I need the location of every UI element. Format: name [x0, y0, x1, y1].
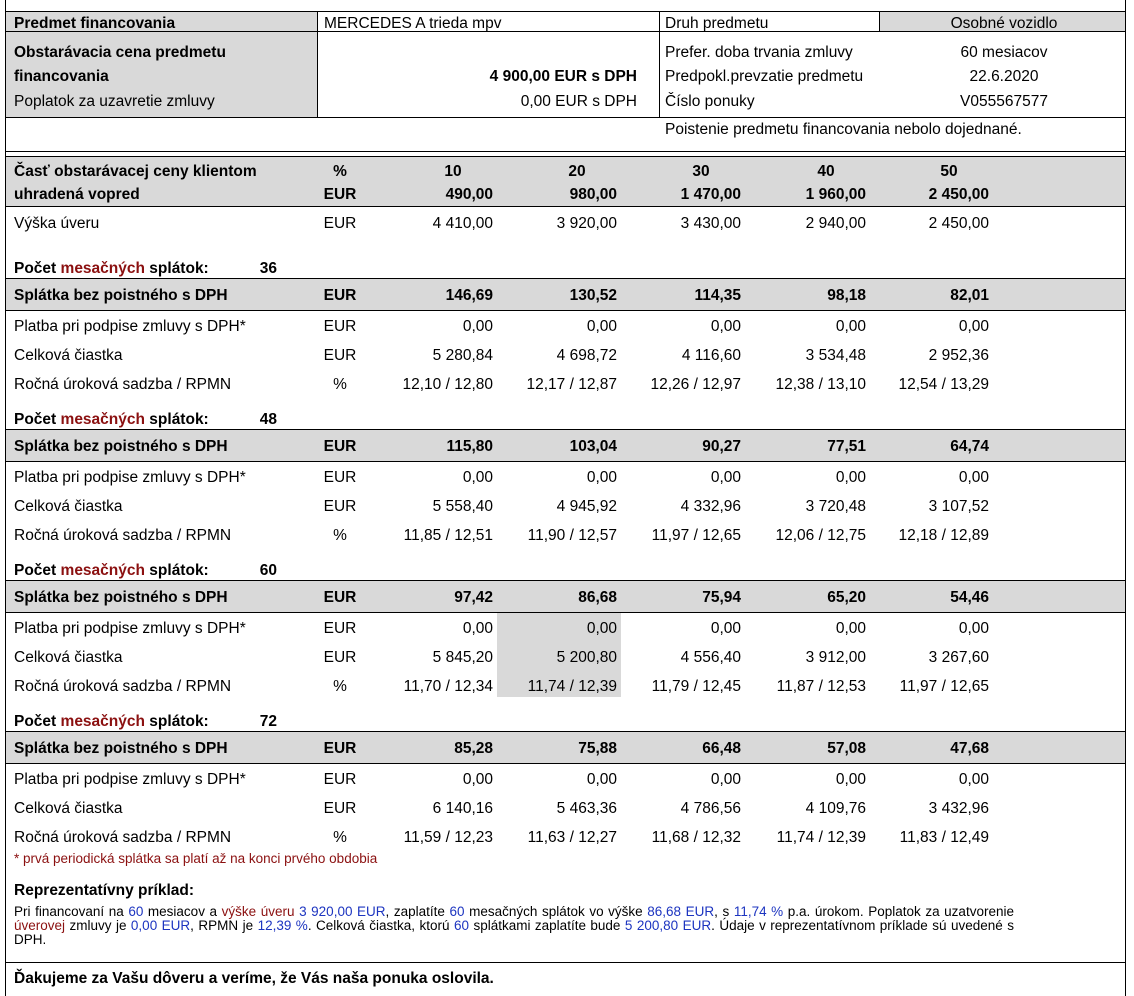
rate-value: 12,54 / 13,29: [898, 376, 989, 393]
rep-seg: , RPMN je: [190, 918, 258, 934]
signing-value: 0,00: [586, 318, 617, 335]
count-prefix: Počet: [14, 411, 57, 428]
installment-value: 77,51: [827, 438, 866, 455]
advance-percent: 40: [817, 163, 835, 180]
installment-value: 82,01: [950, 287, 989, 304]
installment-value: 47,68: [950, 740, 989, 757]
duration-label: Prefer. doba trvania zmluvy: [665, 44, 853, 61]
count-prefix: Počet: [14, 562, 57, 579]
advance-amount: 2 450,00: [928, 186, 989, 203]
count-highlight: mesačných: [60, 260, 145, 277]
count-prefix: Počet: [14, 260, 57, 277]
installment-top-divider: [6, 429, 1125, 430]
footnote: * prvá periodická splátka sa platí až na konci prvého obdobia: [14, 851, 378, 866]
representative-title: Reprezentatívny príklad:: [14, 882, 195, 899]
total-value: 5 280,84: [432, 347, 493, 364]
rep-total: 5 200,80 EUR: [624, 918, 712, 934]
signing-value: 0,00: [710, 318, 741, 335]
rep-seg: , zaplatíte: [385, 904, 450, 919]
advance-percent: 20: [568, 163, 586, 180]
signing-unit: EUR: [323, 620, 357, 637]
count-suffix: splátok:: [149, 411, 209, 428]
installment-value: 130,52: [569, 287, 617, 304]
installment-count: 60: [259, 562, 277, 579]
rate-value: 11,79 / 12,45: [651, 678, 741, 695]
rate-unit: %: [333, 829, 347, 846]
signing-value: 0,00: [586, 469, 617, 486]
rate-value: 12,10 / 12,80: [402, 376, 493, 393]
advance-unit-pct: %: [333, 163, 347, 180]
signing-value: 0,00: [958, 620, 989, 637]
loan-unit: EUR: [323, 215, 357, 232]
advance-bottom-divider: [6, 206, 1125, 207]
total-value: 4 116,60: [681, 347, 741, 364]
advance-top-divider: [6, 156, 1125, 157]
rate-value: 12,06 / 12,75: [775, 527, 866, 544]
price-label: Obstarávacia cena predmetu: [14, 44, 226, 61]
installment-value: 75,88: [578, 740, 617, 757]
advance-amount: 1 470,00: [680, 186, 741, 203]
rate-value: 12,17 / 12,87: [526, 376, 617, 393]
total-value: 4 332,96: [680, 498, 741, 515]
installment-top-divider: [6, 580, 1125, 581]
rep-months: 60: [128, 904, 144, 919]
total-value: 4 786,56: [680, 800, 741, 817]
signing-label: Platba pri podpise zmluvy s DPH*: [14, 318, 246, 335]
rate-value: 11,90 / 12,57: [527, 527, 617, 544]
total-value: 4 556,40: [680, 649, 741, 666]
rep-loan-label: výške úveru: [221, 904, 295, 919]
signing-value: 0,00: [958, 318, 989, 335]
installment-count-label: [14, 260, 209, 278]
signing-value: 0,00: [835, 620, 866, 637]
header-col-divider: [659, 12, 660, 117]
rep-loan-value: 3 920,00 EUR: [299, 904, 386, 919]
rep-seg: splátkami zaplatíte bude: [468, 918, 625, 934]
total-unit: EUR: [323, 498, 357, 515]
closing-text: Ďakujeme za Vašu dôveru a veríme, že Vás naša ponuka oslovila.: [14, 970, 494, 987]
count-highlight: mesačných: [60, 713, 145, 730]
installment-count: 36: [259, 260, 277, 277]
takeover-value: 22.6.2020: [969, 68, 1039, 85]
rep-seg: . Celková čiastka, ktorú: [307, 918, 454, 934]
fee-value: 0,00 EUR s DPH: [520, 93, 637, 110]
rep-seg: . Údaje v reprezentatívnom príklade sú uvedené s DPH.: [14, 918, 1014, 948]
installment-unit: EUR: [323, 740, 357, 757]
total-value: 3 912,00: [805, 649, 866, 666]
rate-label: Ročná úroková sadzba / RPMN: [14, 829, 232, 846]
total-value: 3 267,60: [928, 649, 989, 666]
rate-value: 12,26 / 12,97: [650, 376, 741, 393]
offer-label: Číslo ponuky: [665, 93, 755, 110]
total-value: 3 107,52: [928, 498, 989, 515]
installment-value: 98,18: [827, 287, 866, 304]
advance-label: Časť obstarávacej ceny klientom: [14, 163, 257, 180]
installment-count: 48: [259, 411, 277, 428]
rep-loan-word: úverovej: [14, 918, 66, 934]
total-unit: EUR: [323, 649, 357, 666]
count-prefix: Počet: [14, 713, 57, 730]
loan-value: 3 430,00: [680, 215, 741, 232]
rate-value: 11,74 / 12,39: [776, 829, 866, 846]
signing-value: 0,00: [462, 771, 493, 788]
signing-label: Platba pri podpise zmluvy s DPH*: [14, 771, 246, 788]
rate-label: Ročná úroková sadzba / RPMN: [14, 678, 232, 695]
signing-unit: EUR: [323, 318, 357, 335]
rep-fee: 0,00 EUR: [130, 918, 191, 934]
rate-label: Ročná úroková sadzba / RPMN: [14, 376, 232, 393]
total-value: 5 558,40: [432, 498, 493, 515]
installment-count-label: [14, 411, 209, 429]
signing-value: 0,00: [462, 620, 493, 637]
advance-percent: 30: [692, 163, 710, 180]
loan-value: 4 410,00: [432, 215, 493, 232]
advance-label: uhradená vopred: [14, 186, 140, 203]
signing-value: 0,00: [958, 771, 989, 788]
loan-value: 3 920,00: [556, 215, 617, 232]
type-label: Druh predmetu: [665, 15, 769, 32]
advance-percent: 10: [444, 163, 462, 180]
installment-label: Splátka bez poistného s DPH: [14, 287, 228, 304]
offer-sheet: [5, 0, 1126, 996]
rate-value: 11,87 / 12,53: [776, 678, 866, 695]
total-value: 5 200,80: [556, 649, 617, 666]
duration-value: 60 mesiacov: [960, 44, 1048, 61]
advance-amount: 1 960,00: [805, 186, 866, 203]
installment-value: 90,27: [702, 438, 741, 455]
installment-value: 57,08: [827, 740, 866, 757]
total-value: 3 534,48: [805, 347, 866, 364]
installment-value: 75,94: [702, 589, 741, 606]
installment-value: 115,80: [446, 438, 493, 455]
rate-value: 11,70 / 12,34: [403, 678, 493, 695]
installment-value: 97,42: [454, 589, 493, 606]
rate-unit: %: [333, 376, 347, 393]
installment-count-label: [14, 562, 209, 580]
rate-value: 11,74 / 12,39: [527, 678, 617, 695]
price-label: financovania: [14, 68, 109, 85]
total-value: 3 720,48: [805, 498, 866, 515]
header-col-divider: [879, 12, 880, 32]
signing-value: 0,00: [462, 469, 493, 486]
total-value: 5 463,36: [556, 800, 617, 817]
installment-top-divider: [6, 731, 1125, 732]
total-label: Celková čiastka: [14, 800, 123, 817]
total-unit: EUR: [323, 800, 357, 817]
takeover-label: Predpokl.prevzatie predmetu: [665, 68, 864, 85]
installment-label: Splátka bez poistného s DPH: [14, 438, 228, 455]
loan-value: 2 940,00: [805, 215, 866, 232]
count-suffix: splátok:: [149, 260, 209, 277]
signing-value: 0,00: [835, 318, 866, 335]
rep-seg: mesiacov a: [143, 904, 222, 919]
offer-value: V055567577: [960, 93, 1048, 110]
rep-seg: mesačných splátok vo výške: [464, 904, 648, 919]
signing-value: 0,00: [710, 620, 741, 637]
subject-label: Predmet financovania: [14, 15, 176, 32]
rate-value: 11,63 / 12,27: [527, 829, 617, 846]
representative-text: [14, 905, 1014, 948]
rate-value: 11,68 / 12,32: [651, 829, 741, 846]
total-label: Celková čiastka: [14, 498, 123, 515]
count-suffix: splátok:: [149, 562, 209, 579]
signing-value: 0,00: [710, 469, 741, 486]
signing-value: 0,00: [710, 771, 741, 788]
rep-seg: p.a. úrokom. Poplatok za uzatvorenie: [783, 904, 1014, 919]
installment-unit: EUR: [323, 438, 357, 455]
installment-count: 72: [259, 713, 277, 730]
installment-value: 85,28: [454, 740, 493, 757]
signing-unit: EUR: [323, 469, 357, 486]
signing-value: 0,00: [958, 469, 989, 486]
signing-value: 0,00: [462, 318, 493, 335]
rep-months: 60: [453, 918, 469, 934]
rep-installment: 86,68 EUR: [647, 904, 715, 919]
loan-value: 2 450,00: [928, 215, 989, 232]
rep-rpmn: 12,39 %: [257, 918, 308, 934]
rate-unit: %: [333, 527, 347, 544]
rate-value: 11,97 / 12,65: [899, 678, 989, 695]
installment-unit: EUR: [323, 589, 357, 606]
installment-value: 54,46: [950, 589, 989, 606]
rate-value: 12,18 / 12,89: [898, 527, 989, 544]
installment-value: 86,68: [578, 589, 617, 606]
rep-seg: zmluvy je: [65, 918, 131, 934]
rep-seg: , s: [714, 904, 734, 919]
total-value: 5 845,20: [432, 649, 493, 666]
installment-bottom-divider: [6, 310, 1125, 311]
signing-value: 0,00: [586, 620, 617, 637]
signing-unit: EUR: [323, 771, 357, 788]
advance-unit-eur: EUR: [323, 186, 357, 203]
rate-unit: %: [333, 678, 347, 695]
fee-label: Poplatok za uzavretie zmluvy: [14, 93, 215, 110]
total-value: 6 140,16: [432, 800, 493, 817]
rep-months: 60: [449, 904, 465, 919]
header-section-end: [6, 151, 1125, 152]
insurance-note: Poistenie predmetu financovania nebolo dojednané.: [665, 121, 1022, 138]
loan-label: Výška úveru: [14, 215, 100, 232]
installment-value: 103,04: [569, 438, 617, 455]
type-value: Osobné vozidlo: [950, 15, 1058, 32]
header-bottom-divider: [6, 117, 1125, 118]
installment-top-divider: [6, 278, 1125, 279]
total-unit: EUR: [323, 347, 357, 364]
total-value: 3 432,96: [928, 800, 989, 817]
rate-value: 11,85 / 12,51: [403, 527, 493, 544]
installment-label: Splátka bez poistného s DPH: [14, 740, 228, 757]
installment-unit: EUR: [323, 287, 357, 304]
total-value: 4 698,72: [556, 347, 617, 364]
rate-value: 12,38 / 13,10: [775, 376, 866, 393]
total-value: 4 945,92: [556, 498, 617, 515]
rate-value: 11,59 / 12,23: [403, 829, 493, 846]
installment-value: 65,20: [827, 589, 866, 606]
rep-rate: 11,74 %: [733, 904, 784, 919]
signing-label: Platba pri podpise zmluvy s DPH*: [14, 620, 246, 637]
total-label: Celková čiastka: [14, 649, 123, 666]
total-value: 4 109,76: [805, 800, 866, 817]
installment-label: Splátka bez poistného s DPH: [14, 589, 228, 606]
installment-bottom-divider: [6, 461, 1125, 462]
installment-value: 66,48: [702, 740, 741, 757]
total-value: 2 952,36: [928, 347, 989, 364]
rate-value: 11,83 / 12,49: [899, 829, 989, 846]
installment-value: 114,35: [694, 287, 741, 304]
total-label: Celková čiastka: [14, 347, 123, 364]
count-highlight: mesačných: [60, 562, 145, 579]
installment-value: 146,69: [445, 287, 493, 304]
signing-label: Platba pri podpise zmluvy s DPH*: [14, 469, 246, 486]
advance-percent: 50: [940, 163, 958, 180]
rep-seg: Pri financovaní na: [14, 904, 129, 919]
advance-amount: 490,00: [445, 186, 493, 203]
count-suffix: splátok:: [149, 713, 209, 730]
header-col-divider: [317, 12, 318, 117]
price-value: 4 900,00 EUR s DPH: [489, 68, 637, 85]
count-highlight: mesačných: [60, 411, 145, 428]
signing-value: 0,00: [835, 771, 866, 788]
advance-amount: 980,00: [569, 186, 617, 203]
installment-bottom-divider: [6, 763, 1125, 764]
rate-value: 11,97 / 12,65: [651, 527, 741, 544]
installment-value: 64,74: [950, 438, 989, 455]
installment-count-label: [14, 713, 209, 731]
rate-label: Ročná úroková sadzba / RPMN: [14, 527, 232, 544]
subject-value: MERCEDES A trieda mpv: [324, 15, 502, 32]
signing-value: 0,00: [835, 469, 866, 486]
signing-value: 0,00: [586, 771, 617, 788]
closing-divider: [6, 962, 1125, 963]
